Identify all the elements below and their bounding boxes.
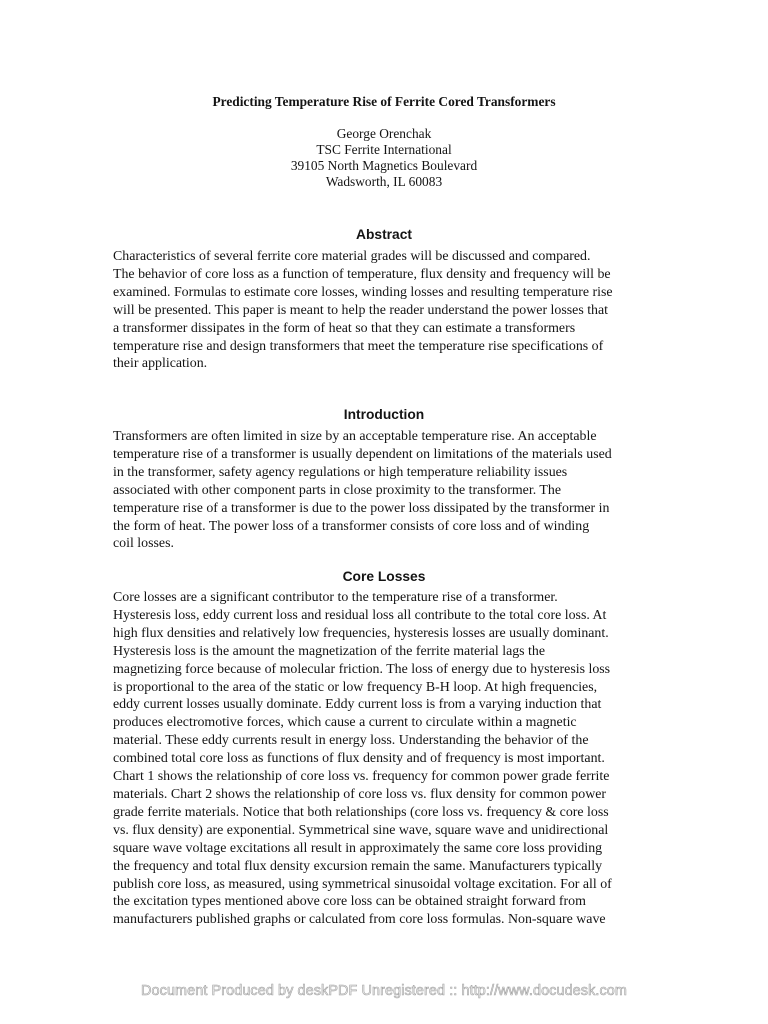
paragraph-line: temperature rise and design transformers that meet the temperature rise specifications of	[113, 338, 604, 354]
paragraph-line: vs. flux density) are exponential. Symmetrical sine wave, square wave and unidirectional	[113, 822, 609, 838]
paragraph-line: The behavior of core loss as a function of temperature, flux density and frequency will be	[113, 266, 611, 282]
paragraph-line: in the transformer, safety agency regulations or high temperature reliability issues	[113, 464, 568, 480]
paragraph-line: manufacturers published graphs or calculated from core loss formulas. Non-square wave	[113, 912, 606, 928]
paragraph-line: temperature rise of a transformer is due to the power loss dissipated by the transformer in	[113, 500, 610, 516]
paragraph-line: is proportional to the area of the static or low frequency B-H loop. At high frequencies,	[113, 679, 598, 695]
author-address-line1: 39105 North Magnetics Boulevard	[290, 158, 478, 173]
paragraph-line: high flux densities and relatively low frequencies, hysteresis losses are usually dominant.	[113, 625, 609, 641]
paragraph-line: temperature rise of a transformer is usually dependent on limitations of the materials used	[113, 446, 612, 462]
paragraph-line: grade ferrite materials. Notice that both relationships (core loss vs. frequency & core loss	[113, 804, 609, 820]
introduction-body	[113, 428, 658, 553]
paragraph-line: will be presented. This paper is meant to help the reader understand the power losses that	[113, 302, 609, 318]
paragraph-line: square wave voltage excitations all result in approximately the same core loss providing	[113, 840, 603, 856]
paper-title: Predicting Temperature Rise of Ferrite Cored Transformers	[212, 94, 556, 109]
paragraph-line: the form of heat. The power loss of a transformer consists of core loss and of winding	[113, 518, 590, 534]
paragraph-line: materials. Chart 2 shows the relationship of core loss vs. flux density for common power	[113, 786, 607, 802]
paragraph-line: their application.	[113, 356, 208, 372]
paragraph-line: material. These eddy currents result in energy loss. Understanding the behavior of the	[113, 733, 589, 749]
core-losses-body	[113, 589, 658, 929]
paragraph-line: eddy current losses usually dominate. Eddy current loss is from a varying induction that	[113, 697, 602, 713]
author-name: George Orenchak	[336, 126, 432, 141]
paragraph-line: Chart 1 shows the relationship of core loss vs. frequency for common power grade ferrite	[113, 769, 610, 785]
paragraph-line: Hysteresis loss, eddy current loss and residual loss all contribute to the total core loss. At	[113, 607, 607, 623]
paragraph-line: the frequency and total flux density excursion remain the same. Manufacturers typically	[113, 858, 603, 874]
paragraph-line: coil losses.	[113, 536, 174, 552]
core-losses-heading: Core Losses	[342, 569, 426, 584]
paragraph-line: publish core loss, as measured, using symmetrical sinusoidal voltage excitation. For all of	[113, 876, 612, 892]
paragraph-line: Core losses are a significant contributor to the temperature rise of a transformer.	[113, 590, 558, 605]
author-organization: TSC Ferrite International	[316, 142, 452, 157]
watermark-text: Document Produced by deskPDF Unregistered :: http://www.docudesk.com	[141, 983, 627, 999]
paragraph-line: Hysteresis loss is the amount the magnetization of the ferrite material lags the	[113, 643, 546, 659]
paragraph-line: examined. Formulas to estimate core losses, winding losses and resulting temperature rise	[113, 284, 613, 300]
abstract-heading: Abstract	[356, 227, 412, 242]
paragraph-line: combined total core loss as functions of flux density and of frequency is most important.	[113, 751, 605, 767]
paragraph-line: the excitation types mentioned above core loss can be obtained straight forward from	[113, 894, 586, 910]
author-block	[0, 126, 768, 190]
paragraph-line: a transformer dissipates in the form of heat so that they can estimate a transformers	[113, 320, 576, 336]
introduction-heading: Introduction	[343, 407, 425, 422]
paragraph-line: Transformers are often limited in size by an acceptable temperature rise. An acceptable	[113, 429, 597, 444]
abstract-body	[113, 248, 658, 373]
paragraph-line: magnetizing force because of molecular friction. The loss of energy due to hysteresis loss	[113, 661, 611, 677]
paragraph-line: associated with other component parts in close proximity to the transformer. The	[113, 482, 561, 498]
paragraph-line: produces electromotive forces, which cause a current to circulate within a magnetic	[113, 715, 577, 731]
author-address-line2: Wadsworth, IL 60083	[325, 174, 443, 189]
paragraph-line: Characteristics of several ferrite core material grades will be discussed and compared.	[113, 249, 591, 264]
